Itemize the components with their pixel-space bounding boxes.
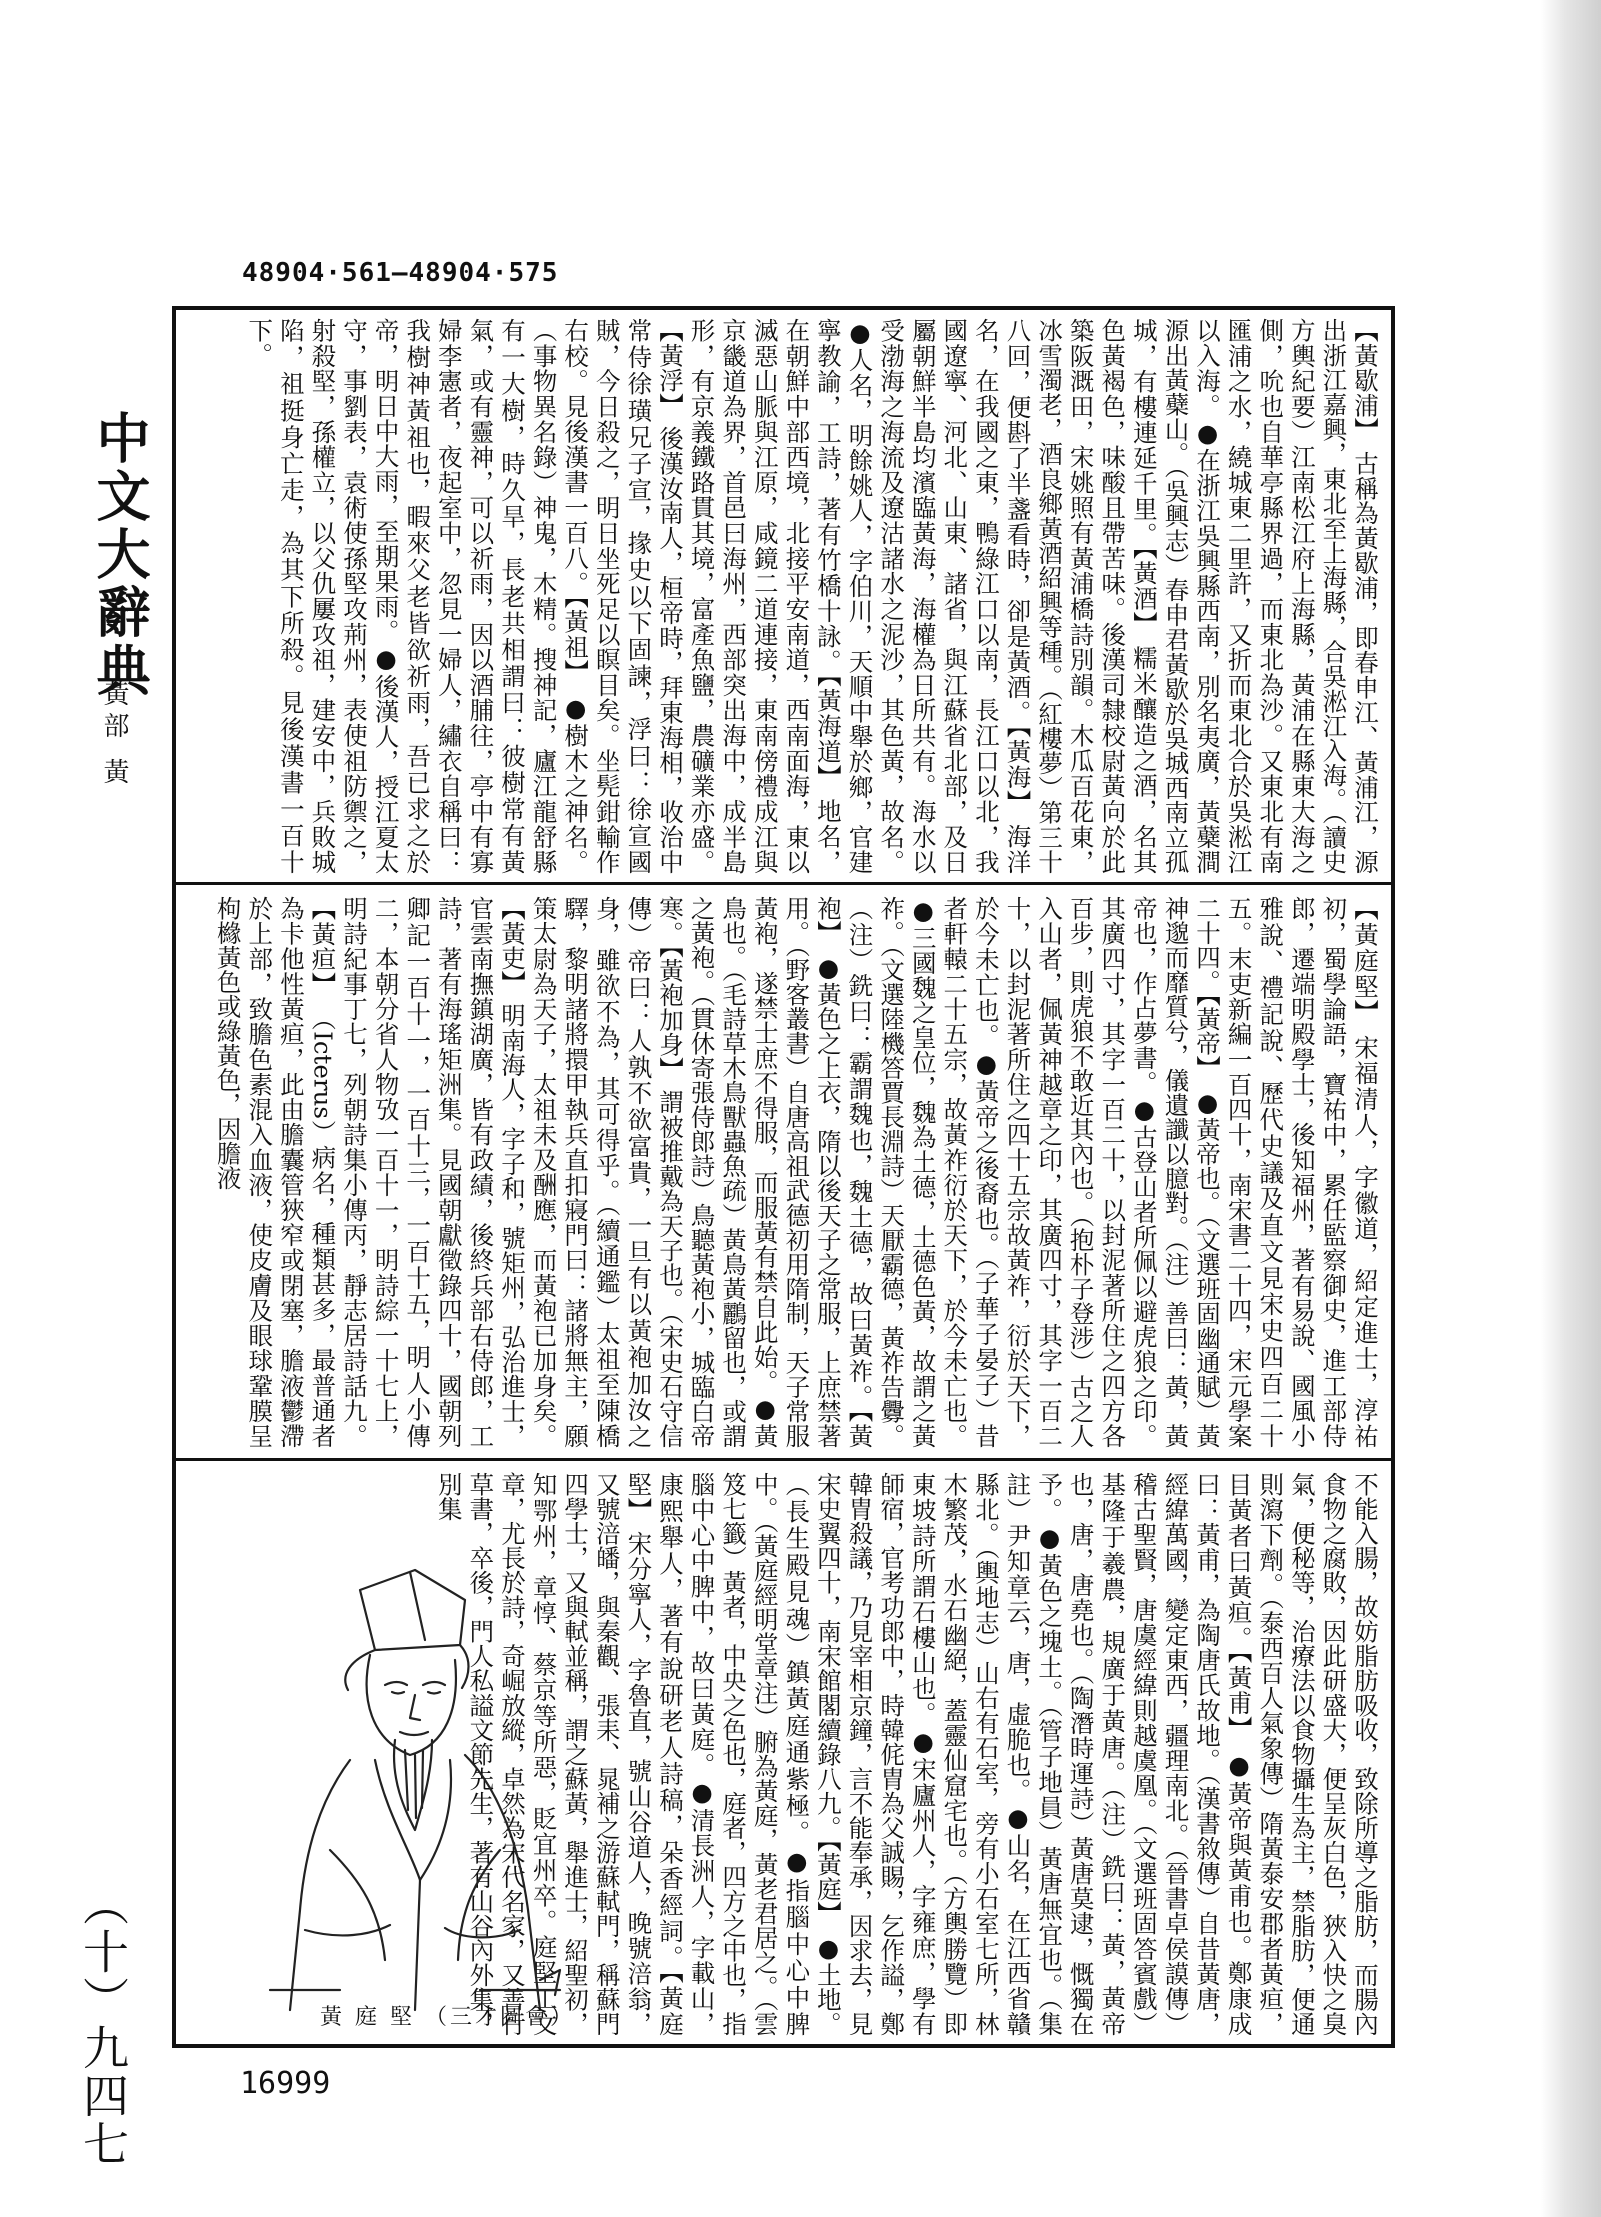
tier-divider-1 bbox=[172, 882, 1395, 885]
page-number: 16999 bbox=[240, 2066, 331, 2101]
upper-tier bbox=[186, 318, 1381, 874]
tier-divider-2 bbox=[172, 1458, 1395, 1461]
middle-tier bbox=[186, 896, 1381, 1448]
volume-number: （十） bbox=[76, 1880, 130, 2024]
lower-tier-text: 不能入腸，故妨脂肪吸收，致除所導之脂肪，而腸內食物之腐敗，因此研盛大，便呈灰白色，狹入快之臭氣，便秘等，治療法以食物攝生為主，禁脂肪，便通則瀉下劑。（泰西百人氣象傳）隋黃泰安郡者黃疸，目黃者曰黃疸。【黃甫】 ●黃帝與黃甫也。鄭康成曰：黃甫，為陶唐氏故地。（漢書敘傳）自昔黃唐，經緯萬國，變定東西，疆理南北。（晉書卓侯謨傳）稽古聖賢，唐虞經緯則越虞凰。（文選班固答賓戲）基隆于羲農，規廣于黃唐。（注）銑曰：黃，黃帝也，唐，唐堯也。（陶潛時運詩）黃唐莫逮，慨獨在予。●黃色之塊土。（管子地員）黃唐無宜也。（集註）尹知章云，唐，虛脆也。●山名，在江西省贛縣北。（輿地志）山右有石室，旁有小石室七所，林木繁茂，水石幽絕，蓋靈仙窟宅也。（方輿勝覽）即東坡詩所謂石樓山也。●宋廬州人，字雍庶，學有師宿，官考功郎中，時韓侂胄為父誠賜，乞作謚，鄭韓胄殺議，乃見宰相京鐘，言不能奉承，因求去，見宋史翼四十，南宋館閣續錄八九。【黃庭】 ●土地。（長生殿見魂）鎮黃庭通紫極。●指腦中心中脾中。（黃庭經明堂章注）腑為黃庭，黃老君居之。（雲笈七籤）黃者，中央之色也，庭者，四方之中也，指腦中心中脾中，故曰黃庭。●清長洲人，字載山，康熙舉人，著有說研老人詩稿，朵香經詞。【黃庭堅】 宋分寧人，字魯直，號山谷道人，晚號涪翁，又號涪皤，與秦觀、張耒、晁補之游蘇軾門，稱蘇門四學士，又與軾並稱，謂之蘇黃，舉進士，紹聖初，知鄂州，章惇、蔡京等所惡，貶宜州卒。庭堅工文章，尤長於詩，奇崛放縱，卓然為宋代名家，又善行草書，卒後，門人私謚文節先生，著有山谷內外集，別集 bbox=[434, 1472, 1380, 2036]
page-number-cn: 九四七 bbox=[76, 2024, 130, 2168]
scan-edge-shadow bbox=[1541, 0, 1601, 2217]
radical-section: 黃部 黃 bbox=[99, 680, 129, 791]
portrait-caption: 黃 庭 堅 （三才圖會） bbox=[320, 2005, 575, 2030]
upper-tier-text: 【黃歇浦】 古稱為黃歇浦，即春申江、黃浦江，源出浙江嘉興，東北至上海縣，合吳淞江入海。（讀史方輿紀要）江南松江府上海縣，黃浦在縣東大海之側，吮也自華亭縣界過，而東北為沙。又東北有南匯浦之水，繞城東二里許，又折而東北合於吳淞江以入海。●在浙江吳興縣西南，別名夷廣，黃蘗澗源出黃蘗山。（吳興志）春申君黃歇於吳城西南立孤城，有樓連延千里。【黃酒】 糯米釀造之酒，名其色黃褐色，味酸且帶苦味。後漢司隸校尉黃向於此築阪溉田，宋姚照有黃浦橋詩別韻。木瓜百花東，冰雪濁老，酒良鄉黃酒紹興等種。（紅樓夢）第三十八回，便斟了半盞看時，卻是黃酒。【黃海】 海洋名，在我國之東，鴨綠江口以南，長江口以北，我國遼寧、河北、山東、諸省，與江蘇省北部，及日屬朝鮮半島均濱臨黃海，海權為日所共有。海水以受渤海之海流及遼沽諸水之泥沙，其色黃，故名。●人名，明餘姚人，字伯川，天順中舉於鄉，官建寧教諭，工詩，著有竹橋十詠。【黃海道】 地名，在朝鮮中部西境，北接平安南道，西南面海，東以滅惡山脈與江原，咸鏡二道連接，東南傍禮成江與京畿道為界，首邑曰海州，西部突出海中，成半島形，有京義鐵路貫其境，富產魚鹽，農礦業亦盛。【黃浮】 後漢汝南人，桓帝時，拜東海相，收治中常侍徐璜兄子宣，掾史以下固諫，浮曰：徐宣國賊，今日殺之，明日坐死足以瞑目矣。坐髡鉗輸作右校。見後漢書一百八。【黃祖】 ●樹木之神名。（事物異名錄）神鬼，木精。搜神記，廬江龍舒縣有一大樹，時久旱，長老共相謂曰：彼樹常有黃氣，或有靈神，可以祈雨，因以酒脯往，亭中有寡婦李憲者，夜起室中，忽見一婦人，繡衣自稱曰：我樹神黃祖也，暇來父老皆欲祈雨，吾已求之於帝，明日中大雨，至期果雨。●後漢人，授江夏太守，事劉表，袁術使孫堅攻荊州，表使祖防禦之，射殺堅，孫權立，以父仇屢攻祖，建安中，兵敗城陷，祖挺身亡走，為其下所殺。見後漢書一百十下。 bbox=[245, 318, 1380, 874]
dictionary-title: 中文大辭典 bbox=[88, 410, 152, 700]
huang-tingjian-portrait bbox=[210, 1550, 590, 2020]
entry-code-range: 48904·561—48904·575 bbox=[242, 258, 559, 288]
chinese-page-number bbox=[70, 1880, 136, 2168]
middle-tier-text: 【黃庭堅】 宋福清人，字徽道，紹定進士，淳祐初，蜀學論語，寶祐中，累任監察御史，進工部侍郎，遷端明殿學士，後知福州，著有易說、國風小雅說、禮記說、歷代史議及直文見宋史四百二十五。末吏新編一百四十，南宋書二十四，宋元學案二十四。【黃帝】 ●黃帝也。（文選班固幽通賦）黃神邈而靡質兮，儀遺讖以臆對。（注）善曰：黃，黃帝也，作占夢書。●古登山者所佩以避虎狼之印。其廣四寸，其字一百二十，以封泥著所住之四方各百步，則虎狼不敢近其內也。（抱朴子登涉）古之人入山者，佩黃神越章之印，其廣四寸，其字一百二十，以封泥著所住之四十五宗故黃祚，衍於天下，於今未亡也。●黃帝之後裔也。（子華子晏子）昔者軒轅二十五宗，故黃祚衍於天下，於今未亡也。●三國魏之皇位，魏為土德，土德色黃，故謂之黃祚。（文選陸機答賈長淵詩）天厭霸德，黃祚告釁。（注）銑曰：霸謂魏也，魏土德，故曰黃祚。【黃袍】 ●黃色之上衣，隋以後天子之常服，上庶禁著用。（野客叢書）自唐高祖武德初用隋制，天子常服黃袍，遂禁士庶不得服，而服黃有禁自此始。●黃鳥也。（毛詩草木鳥獸蟲魚疏）黃鳥黃鸝留也，或謂之黃袍。（貫休寄張侍郎詩）鳥聽黃袍小，城臨白帝寒。【黃袍加身】 謂被推戴為天子也。（宋史石守信傳）帝曰：人孰不欲富貴，一旦有以黃袍加汝之身，雖欲不為，其可得乎。（續通鑑）太祖至陳橋驛，黎明諸將擐甲執兵直扣寢門曰：諸將無主，願策太尉為天子，太祖未及酬應，而黃袍已加身矣。【黃吏】 明南海人，字子和，號矩州，弘治進士，官雲南撫鎮湖廣，皆有政績，後終兵部右侍郎，工詩，著有海瑤矩洲集。見國朝獻徵錄四十，國朝列卿記一百十一，一百十三，一百十五，明人小傳二，本朝分省人物攷一百十一，明詩綜一十七上，明詩紀事丁七，列朝詩集小傳丙，靜志居詩話九。【黃疸】 （Icterus）病名，種類甚多，最普通者為卡他性黃疸，此由膽囊管狹窄或閉塞，膽液鬱滯於上部，致膽色素混入血液，使皮膚及眼球鞏膜呈枸櫞黃色或綠黃色，因膽液 bbox=[213, 896, 1380, 1448]
